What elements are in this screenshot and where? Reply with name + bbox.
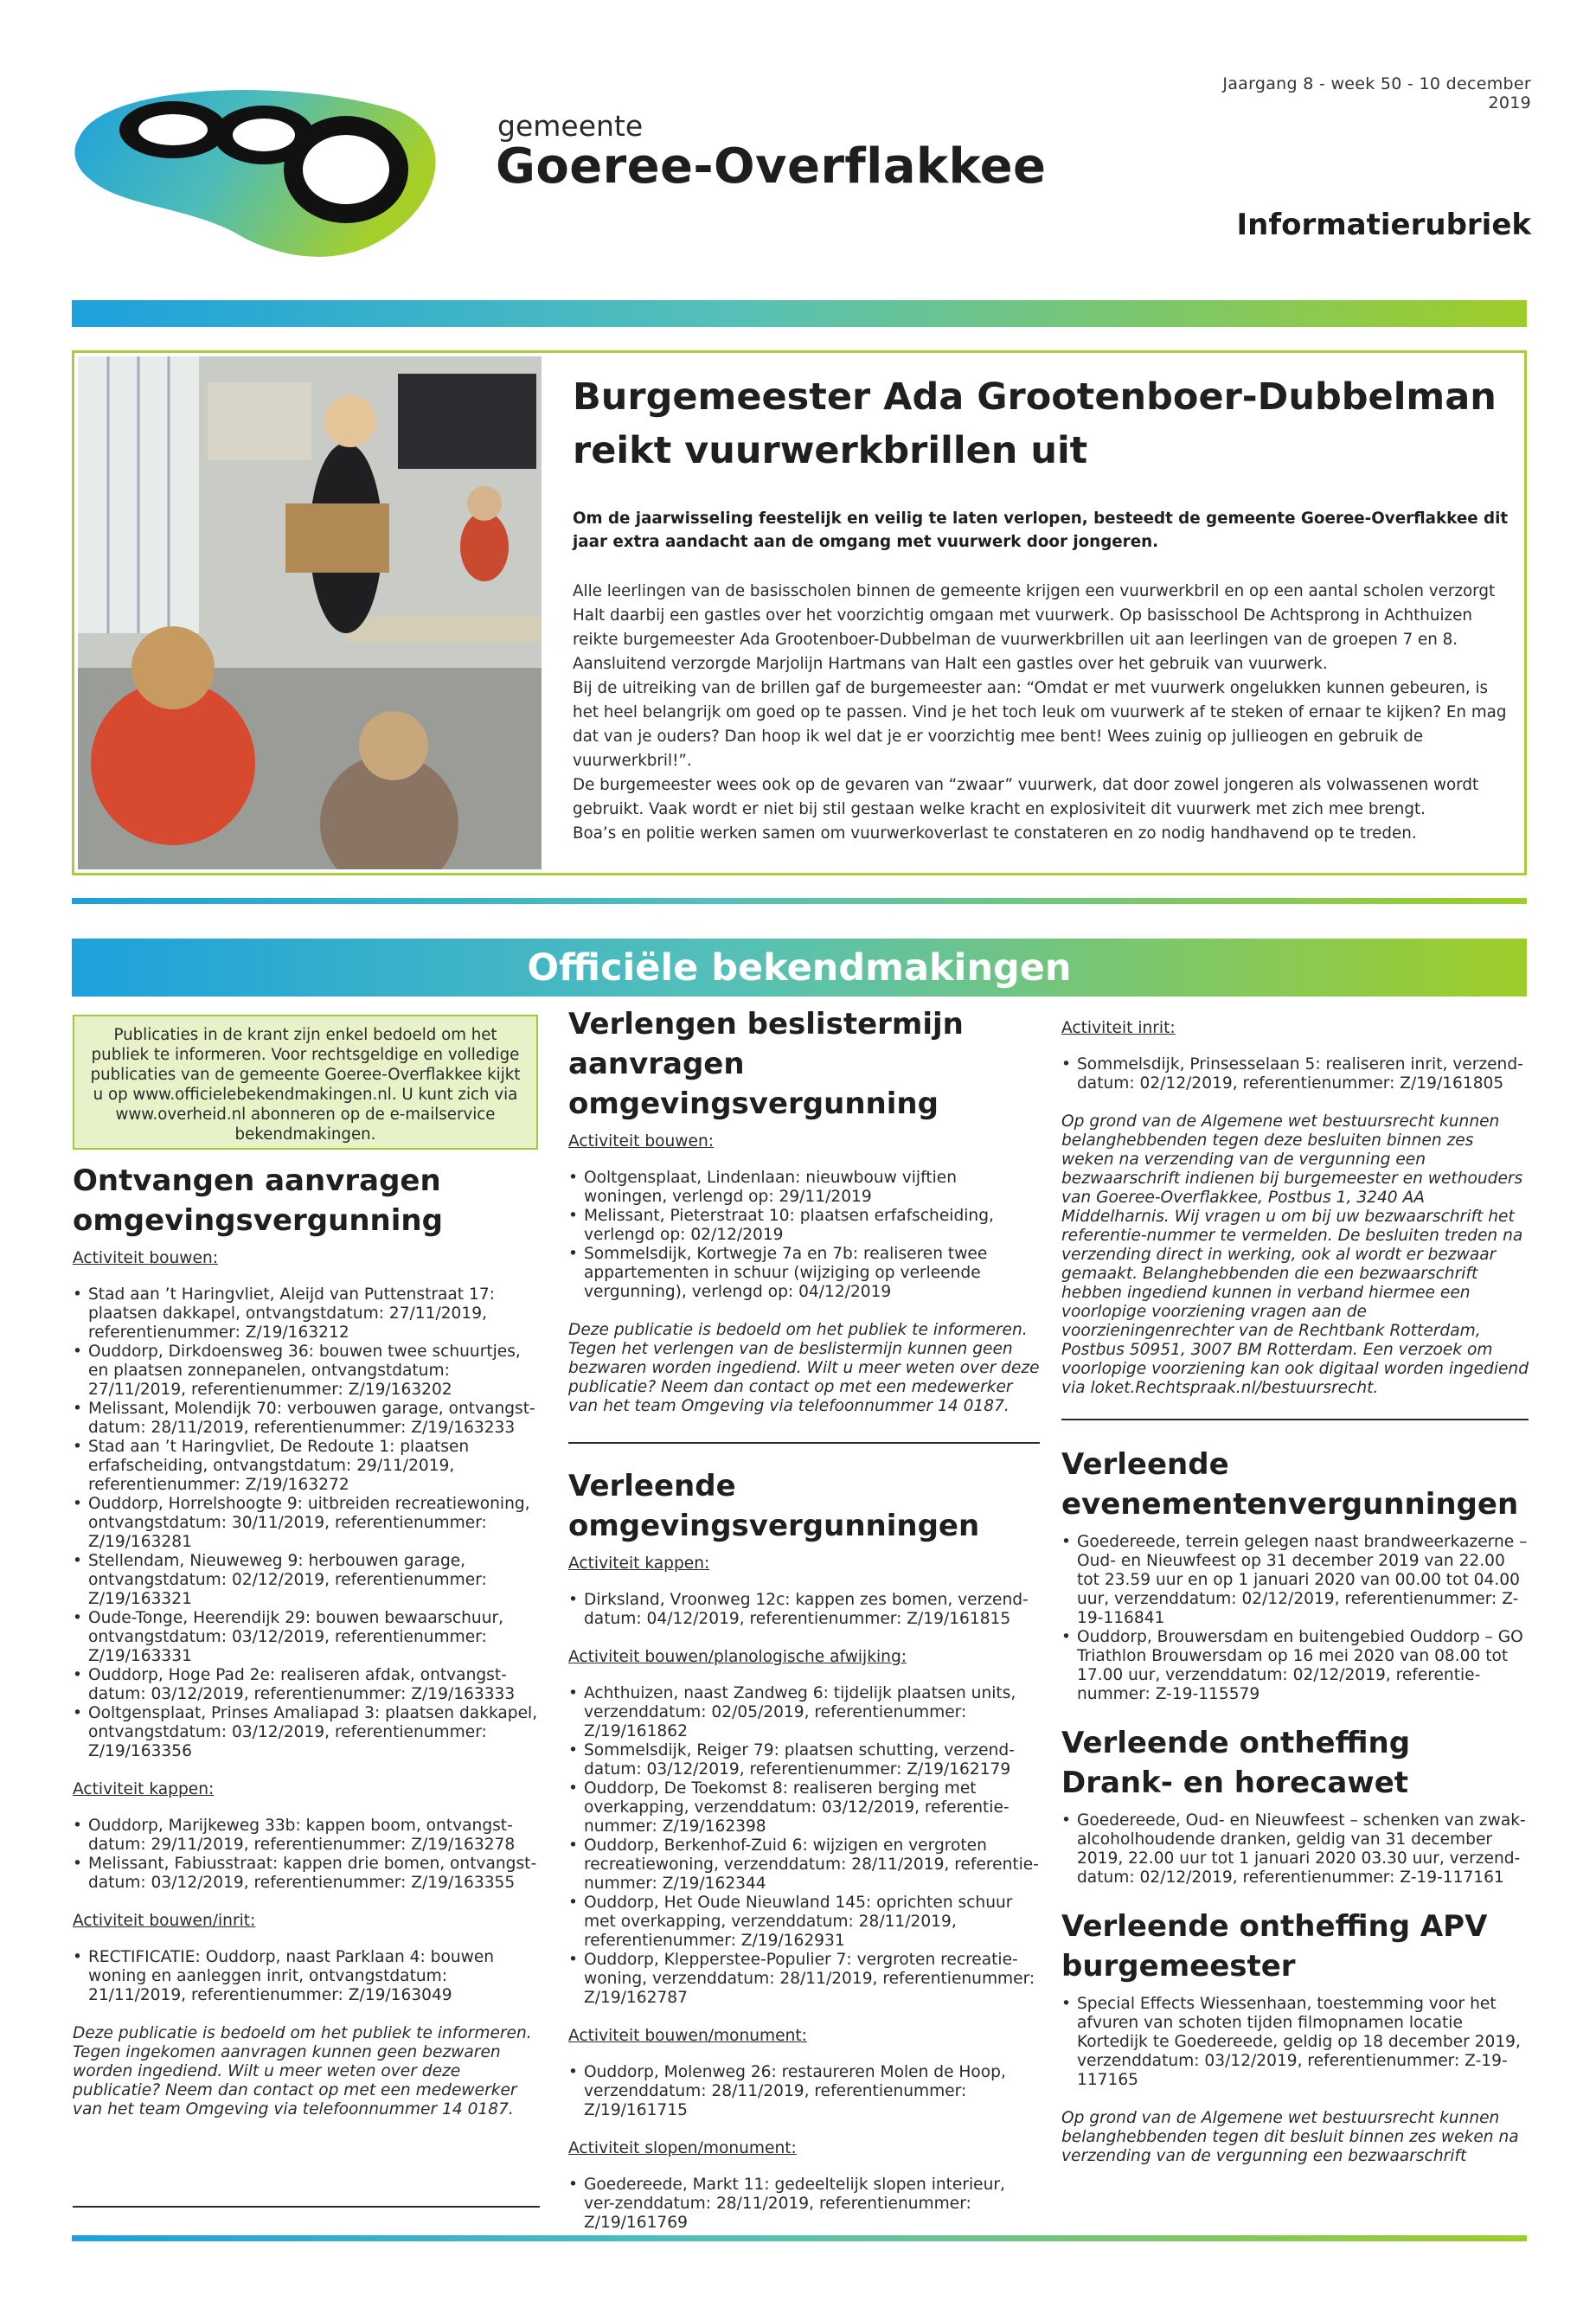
list-item: • Sommelsdijk, Reiger 79: plaatsen schutting, verzend-datum: 03/12/2019, referentienummer: Z/19/162179 [568, 1741, 1040, 1779]
classroom-photo-illustration [78, 356, 542, 869]
list-item: • Melissant, Fabiusstraat: kappen drie bomen, ontvangst-datum: 03/12/2019, referentienummer: Z/19/163355 [73, 1855, 540, 1893]
feature-photo [78, 356, 542, 869]
list-item: • Ouddorp, Brouwersdam en buitengebied Ouddorp – GO Triathlon Brouwersdam op 16 mei 2020 van 08.00 tot 17.00 uur, verzenddatum: 02/12/2019, referentie-nummer: Z-19-115579 [1061, 1628, 1529, 1704]
list-item: • Sommelsdijk, Prinsesselaan 5: realiseren inrit, verzend-datum: 02/12/2019, referentienummer: Z/19/161805 [1061, 1055, 1529, 1093]
col3-list-drank [1061, 1811, 1529, 1888]
col3-footnote-apv: Op grond van de Algemene wet bestuursrecht kunnen belanghebbenden tegen dit besluit binnen zes weken na verzending van de vergunning een bezwaarschrift [1061, 2109, 1519, 2165]
feature-paragraph: De burgemeester wees ook op de gevaren van “zwaar” vuurwerk, dat door zowel jongeren als volwassenen wordt gebruikt. Vaak wordt er niet bij stil gestaan welke kracht en explosiviteit dit vuurwerk met zich mee brengt. [573, 776, 1479, 818]
col2-list-slopen [568, 2176, 1040, 2233]
feature-paragraph: Bij de uitreiking van de brillen gaf de burgemeester aan: “Omdat er met vuurwerk ongelukken kunnen gebeuren, is het heel belangrijk om goed op te passen. Vind je het toch leuk om vuurwerk af te steken of ernaar te kijken? En mag dat van je ouders? Dan hoop ik wel dat je er voorzichtig mee bent! Wees zuinig op jullieogen en gebruik de vuurwerkbril!”. [573, 679, 1507, 770]
col3-heading-evenementen: Verleende evenementenvergunningen [1061, 1447, 1519, 1522]
col3-list-evenementen [1061, 1533, 1529, 1704]
list-item: • Ouddorp, De Toekomst 8: realiseren berging met overkapping, verzenddatum: 03/12/2019, referentie-nummer: Z/19/162398 [568, 1779, 1040, 1836]
col1-list-bouwen [73, 1285, 540, 1761]
municipality-name: Goeree-Overflakkee [496, 138, 1047, 195]
column-1 [73, 1161, 540, 2133]
col2-list-monument [568, 2063, 1040, 2120]
logo-mark [69, 76, 450, 262]
col3-footnote: Op grond van de Algemene wet bestuursrecht kunnen belanghebbenden tegen deze besluiten binnen zes weken na verzending van de vergunning een bezwaarschrift indienen bij burgemeester en wethouders van Goeree-Overflakkee, Postbus 1, 3240 AA Middelharnis. Wij vragen u om bij uw bezwaarschrift het referentie-nummer te vermelden. De besluiten treden na verzending direct in werking, ook al wordt er bezwaar gemaakt. Belanghebbenden die een bezwaarschrift hebben ingediend kunnen in verband hiermee een voorlopige voorziening vragen aan de voorzieningenrechter van de Rechtbank Rotterdam, Postbus 50951, 3007 BM Rotterdam. Een verzoek om voorlopige voorziening kan ook digitaal worden ingediend via loket.Rechtspraak.nl/bestuursrecht. [1061, 1112, 1529, 1397]
feature-lead: Om de jaarwisseling feestelijk en veilig te laten verlopen, besteedt de gemeente Goeree-Overflakkee dit jaar extra aandacht aan de omgang met vuurwerk door jongeren. [573, 510, 1509, 551]
activity-label: Activiteit bouwen: [73, 1249, 218, 1267]
list-item: • Ouddorp, Hoge Pad 2e: realiseren afdak, ontvangst-datum: 03/12/2019, referentienummer: Z/19/163333 [73, 1666, 540, 1704]
col2-list-kappen [568, 1591, 1040, 1629]
col3-rule [1061, 1419, 1529, 1420]
list-item: • Ouddorp, Dirkdoensweg 36: bouwen twee schuurtjes, en plaatsen zonnepanelen, ontvangstdatum: 27/11/2019, referentienummer: Z/19/163202 [73, 1343, 540, 1400]
bottom-gradient-rule [72, 2235, 1527, 2241]
top-gradient-rule [72, 300, 1527, 327]
issue-line: Jaargang 8 - week 50 - 10 december 2019 [1222, 74, 1531, 112]
col2-footnote: Deze publicatie is bedoeld om het publiek te informeren. Tegen het verlengen van de beslistermijn kunnen geen bezwaren worden ingediend. Wilt u meer weten over deze publicatie? Neem dan contact op met een medewerker van het team Omgeving via telefoonnummer 14 0187. [568, 1321, 1040, 1415]
feature-title: Burgemeester Ada Grootenboer-Dubbelman reikt vuurwerkbrillen uit [573, 375, 1497, 472]
municipality-small-label: gemeente [497, 109, 644, 143]
col2-list-verlengen [568, 1169, 1040, 1302]
section-banner-title: Officiële bekendmakingen [527, 946, 1072, 990]
list-item: • Stad aan ’t Haringvliet, Aleijd van Puttenstraat 17: plaatsen dakkapel, ontvangstdatum: 27/11/2019, referentienummer: Z/19/163212 [73, 1285, 540, 1343]
column-3 [1061, 1019, 1529, 2180]
col1-bottom-rule [73, 2206, 540, 2208]
list-item: • Ooltgensplaat, Prinses Amaliapad 3: plaatsen dakkapel, ontvangstdatum: 03/12/2019, referentienummer: Z/19/163356 [73, 1704, 540, 1761]
list-item: • Ouddorp, Het Oude Nieuwland 145: oprichten schuur met overkapping, verzenddatum: 28/11/2019, referentienummer: Z/19/162931 [568, 1894, 1040, 1951]
list-item: • Goedereede, terrein gelegen naast brandweerkazerne – Oud- en Nieuwfeest op 31 december 2019 van 22.00 tot 23.59 uur en op 1 januari 2020 van 00.00 tot 04.00 uur, verzenddatum: 02/12/2019, referentienummer: Z-19-116841 [1061, 1533, 1529, 1628]
column-2 [568, 1004, 1040, 2252]
activity-label: Activiteit kappen: [73, 1780, 215, 1798]
list-item: • Stellendam, Nieuweweg 9: herbouwen garage, ontvangstdatum: 02/12/2019, referentienummer: Z/19/163321 [73, 1552, 540, 1609]
list-item: • Dirksland, Vroonweg 12c: kappen zes bomen, verzend-datum: 04/12/2019, referentienummer: Z/19/161815 [568, 1591, 1040, 1629]
col1-heading: Ontvangen aanvragen omgevingsvergunning [73, 1163, 443, 1238]
list-item: • Melissant, Pieterstraat 10: plaatsen erfafscheiding, verlengd op: 02/12/2019 [568, 1207, 1040, 1245]
list-item: • Ouddorp, Berkenhof-Zuid 6: wijzigen en vergroten recreatiewoning, verzenddatum: 28/11/2019, referentie-nummer: Z/19/162344 [568, 1836, 1040, 1894]
feature-body [573, 580, 1511, 846]
list-item: • Melissant, Molendijk 70: verbouwen garage, ontvangst-datum: 28/11/2019, referentienummer: Z/19/163233 [73, 1400, 540, 1438]
list-item: • Ouddorp, Molenweg 26: restaureren Molen de Hoop, verzenddatum: 28/11/2019, referentienummer: Z/19/161715 [568, 2063, 1040, 2120]
col1-footnote: Deze publicatie is bedoeld om het publiek te informeren. Tegen ingekomen aanvragen kunnen geen bezwaren worden ingediend. Wilt u meer weten over deze publicatie? Neem dan contact op met een medewerker van het team Omgeving via telefoonnummer 14 0187. [73, 2024, 532, 2118]
list-item: • RECTIFICATIE: Ouddorp, naast Parklaan 4: bouwen woning en aanleggen inrit, ontvangstdatum: 21/11/2019, referentienummer: Z/19/163049 [73, 1948, 540, 2005]
activity-label: Activiteit bouwen: [568, 1132, 714, 1150]
list-item: • Ooltgensplaat, Lindenlaan: nieuwbouw vijftien woningen, verlengd op: 29/11/2019 [568, 1169, 1040, 1207]
activity-label: Activiteit bouwen/planologische afwijking: [568, 1648, 907, 1666]
section-label: Informatierubriek [1236, 208, 1531, 242]
col2-heading-verleende: Verleende omgevingsvergunningen [568, 1469, 980, 1543]
col3-heading-apv: Verleende ontheffing APV burgemeester [1061, 1909, 1488, 1984]
col2-rule [568, 1442, 1040, 1444]
list-item: • Ouddorp, Marijkeweg 33b: kappen boom, ontvangst-datum: 29/11/2019, referentienummer: Z/19/163278 [73, 1817, 540, 1855]
mid-gradient-rule [72, 898, 1527, 904]
feature-paragraph: Boa’s en politie werken samen om vuurwerkoverlast te constateren en zo nodig handhavend op te treden. [573, 824, 1417, 843]
list-item: • Goedereede, Markt 11: gedeeltelijk slopen interieur, ver-zenddatum: 28/11/2019, referentienummer: Z/19/161769 [568, 2176, 1040, 2233]
feature-paragraph: Alle leerlingen van de basisscholen binnen de gemeente krijgen een vuurwerkbril en op een aantal scholen verzorgt Halt daarbij een gastles over het voorzichtig omgaan met vuurwerk. Op basisschool De Achtsprong in Achthuizen reikte burgemeester Ada Grootenboer-Dubbelman de vuurwerkbrillen uit aan leerlingen van de groepen 7 en 8. Aansluitend verzorgde Marjolijn Hartmans van Halt een gastles over het gebruik van vuurwerk. [573, 582, 1496, 673]
activity-label: Activiteit bouwen/inrit: [73, 1912, 256, 1930]
list-item: • Ouddorp, Klepperstee-Populier 7: vergroten recreatie-woning, verzenddatum: 28/11/2019, referentienummer: Z/19/162787 [568, 1951, 1040, 2008]
list-item: • Oude-Tonge, Heerendijk 29: bouwen bewaarschuur, ontvangstdatum: 03/12/2019, referentienummer: Z/19/163331 [73, 1609, 540, 1666]
list-item: • Goedereede, Oud- en Nieuwfeest – schenken van zwak-alcoholhoudende dranken, geldig van 31 december 2019, 22.00 uur tot 1 januari 2020 03.30 uur, verzend-datum: 02/12/2019, referentienummer: Z-19-117161 [1061, 1811, 1529, 1888]
list-item: • Stad aan ’t Haringvliet, De Redoute 1: plaatsen erfafscheiding, ontvangstdatum: 29/11/2019, referentienummer: Z/19/163272 [73, 1438, 540, 1495]
activity-label: Activiteit bouwen/monument: [568, 2027, 807, 2045]
list-item: • Ouddorp, Horrelshoogte 9: uitbreiden recreatiewoning, ontvangstdatum: 30/11/2019, referentienummer: Z/19/163281 [73, 1495, 540, 1552]
col3-list-apv [1061, 1995, 1529, 2090]
activity-label: Activiteit inrit: [1061, 1019, 1176, 1037]
col2-list-planologisch [568, 1684, 1040, 2008]
list-item: • Special Effects Wiessenhaan, toestemming voor het afvuren van schoten tijden filmopnamen locatie Kortedijk te Goedereede, geldig op 18 december 2019, verzenddatum: 03/12/2019, referentienummer: Z-19-117165 [1061, 1995, 1529, 2090]
col2-heading-verlengen: Verlengen beslistermijn aanvragen omgevingsvergunning [568, 1007, 964, 1121]
logo [69, 76, 450, 262]
list-item: • Achthuizen, naast Zandweg 6: tijdelijk plaatsen units, verzenddatum: 02/05/2019, referentienummer: Z/19/161862 [568, 1684, 1040, 1741]
col3-list-inrit [1061, 1055, 1529, 1093]
activity-label: Activiteit slopen/monument: [568, 2139, 797, 2157]
activity-label: Activiteit kappen: [568, 1554, 710, 1573]
col1-list-inrit [73, 1948, 540, 2005]
notice-box: Publicaties in de krant zijn enkel bedoeld om het publiek te informeren. Voor rechtsgeldige en volledige publicaties van de gemeente Goeree-Overflakkee kijkt u op www.officielebekendmakingen.nl. U kunt zich via www.overheid.nl abonneren op de e-mailservice bekendmakingen. [73, 1015, 538, 1150]
col1-list-kappen [73, 1817, 540, 1893]
col3-heading-drank: Verleende ontheffing Drank- en horecawet [1061, 1726, 1411, 1800]
list-item: • Sommelsdijk, Kortwegje 7a en 7b: realiseren twee appartementen in schuur (wijziging op verleende vergunning), verlengd op: 04/12/2019 [568, 1245, 1040, 1302]
